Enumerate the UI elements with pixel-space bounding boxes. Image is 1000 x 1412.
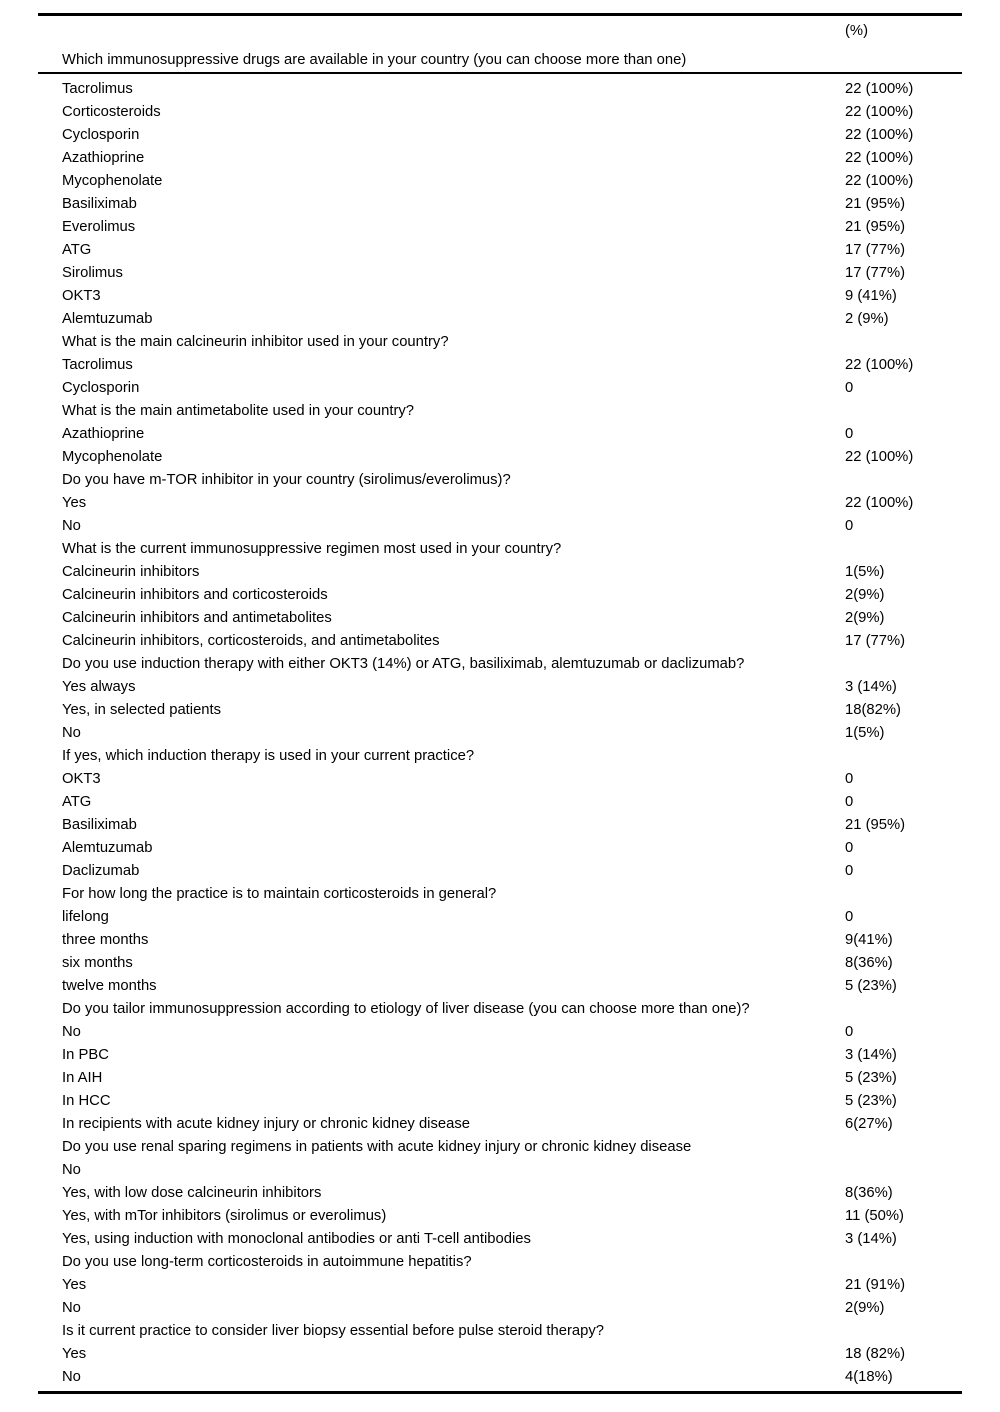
row-value: 3 (14%)	[845, 1046, 897, 1063]
table-row	[38, 836, 962, 859]
row-label: Yes, with mTor inhibitors (sirolimus or everolimus)	[62, 1207, 387, 1224]
row-label: What is the main calcineurin inhibitor used in your country?	[62, 333, 449, 350]
table-row	[38, 1181, 962, 1204]
row-value: 21 (91%)	[845, 1276, 906, 1293]
row-value: 0	[845, 517, 854, 534]
row-label: Azathioprine	[62, 425, 145, 442]
row-label: OKT3	[62, 770, 101, 787]
row-label: What is the current immunosuppressive regimen most used in your country?	[62, 540, 562, 557]
row-label: Tacrolimus	[62, 356, 133, 373]
table-row	[38, 560, 962, 583]
row-label: Yes	[62, 494, 87, 511]
row-value: 0	[845, 908, 854, 925]
row-value: 17 (77%)	[845, 264, 906, 281]
row-value: 21 (95%)	[845, 195, 906, 212]
row-label: In HCC	[62, 1092, 111, 1109]
row-label: Calcineurin inhibitors and antimetabolites	[62, 609, 332, 626]
first-question-header-row	[38, 46, 962, 74]
table-row	[38, 1066, 962, 1089]
table-row	[38, 307, 962, 330]
row-label: No	[62, 517, 81, 534]
table-row	[38, 606, 962, 629]
table-row	[38, 1365, 962, 1388]
row-label: Do you use long-term corticosteroids in autoimmune hepatitis?	[62, 1253, 472, 1270]
row-value: 5 (23%)	[845, 1069, 897, 1086]
row-value: 6(27%)	[845, 1115, 893, 1132]
row-value: 8(36%)	[845, 1184, 893, 1201]
question-row	[38, 1319, 962, 1342]
row-label: Cyclosporin	[62, 379, 140, 396]
table-row	[38, 215, 962, 238]
table-body	[38, 74, 962, 1391]
row-value: 22 (100%)	[845, 356, 914, 373]
table-row	[38, 721, 962, 744]
question-row	[38, 399, 962, 422]
row-label: Yes, with low dose calcineurin inhibitors	[62, 1184, 322, 1201]
table-row	[38, 238, 962, 261]
percent-column-header: (%)	[845, 23, 869, 39]
row-label: ATG	[62, 241, 92, 258]
row-value: 0	[845, 862, 854, 879]
row-value: 11 (50%)	[845, 1207, 904, 1224]
row-value: 3 (14%)	[845, 1230, 897, 1247]
row-label: Cyclosporin	[62, 126, 140, 143]
table-row	[38, 767, 962, 790]
row-value: 2 (9%)	[845, 310, 889, 327]
row-label: In PBC	[62, 1046, 109, 1063]
row-value: 0	[845, 379, 854, 396]
row-value: 22 (100%)	[845, 103, 914, 120]
row-label: six months	[62, 954, 133, 971]
row-value: 22 (100%)	[845, 126, 914, 143]
row-value: 22 (100%)	[845, 172, 914, 189]
table-row	[38, 261, 962, 284]
row-label: Do you use renal sparing regimens in patients with acute kidney injury or chronic kidney disease	[62, 1138, 692, 1155]
first-question-label: Which immunosuppressive drugs are available in your country (you can choose more than one)	[62, 52, 687, 68]
row-label: No	[62, 724, 81, 741]
row-value: 8(36%)	[845, 954, 893, 971]
question-row	[38, 882, 962, 905]
row-label: Calcineurin inhibitors	[62, 563, 200, 580]
table-row	[38, 1158, 962, 1181]
row-label: Do you tailor immunosuppression according to etiology of liver disease (you can choose more than one)?	[62, 1000, 750, 1017]
row-label: Calcineurin inhibitors and corticosteroids	[62, 586, 328, 603]
table-row	[38, 1342, 962, 1365]
row-value: 1(5%)	[845, 563, 885, 580]
row-label: What is the main antimetabolite used in your country?	[62, 402, 415, 419]
table-row	[38, 951, 962, 974]
row-value: 18 (82%)	[845, 1345, 906, 1362]
table-row	[38, 284, 962, 307]
row-label: No	[62, 1299, 81, 1316]
row-label: Tacrolimus	[62, 80, 133, 97]
row-label: three months	[62, 931, 149, 948]
table-row	[38, 1020, 962, 1043]
row-value: 22 (100%)	[845, 149, 914, 166]
row-label: If yes, which induction therapy is used in your current practice?	[62, 747, 475, 764]
row-value: 0	[845, 839, 854, 856]
table-row	[38, 905, 962, 928]
row-value: 17 (77%)	[845, 241, 906, 258]
table-row	[38, 790, 962, 813]
row-label: Yes, using induction with monoclonal antibodies or anti T-cell antibodies	[62, 1230, 531, 1247]
table-row	[38, 629, 962, 652]
table-row	[38, 813, 962, 836]
row-label: Alemtuzumab	[62, 310, 153, 327]
table-row	[38, 514, 962, 537]
row-value: 22 (100%)	[845, 448, 914, 465]
question-row	[38, 997, 962, 1020]
row-label: lifelong	[62, 908, 109, 925]
table-row	[38, 353, 962, 376]
row-value: 21 (95%)	[845, 218, 906, 235]
table-row	[38, 77, 962, 100]
percent-header-row	[38, 16, 962, 46]
row-label: Do you use induction therapy with either OKT3 (14%) or ATG, basiliximab, alemtuzumab or daclizumab?	[62, 655, 745, 672]
question-row	[38, 1250, 962, 1273]
table-row	[38, 422, 962, 445]
table-row	[38, 859, 962, 882]
table-row	[38, 1043, 962, 1066]
row-value: 0	[845, 793, 854, 810]
row-label: Yes	[62, 1345, 87, 1362]
row-label: No	[62, 1161, 81, 1178]
row-label: Corticosteroids	[62, 103, 161, 120]
table-row	[38, 146, 962, 169]
row-label: Calcineurin inhibitors, corticosteroids, and antimetabolites	[62, 632, 440, 649]
table-row	[38, 376, 962, 399]
row-label: Mycophenolate	[62, 448, 163, 465]
row-value: 18(82%)	[845, 701, 901, 718]
row-value: 5 (23%)	[845, 977, 897, 994]
row-value: 9(41%)	[845, 931, 893, 948]
table-row	[38, 675, 962, 698]
row-label: Yes always	[62, 678, 136, 695]
row-value: 22 (100%)	[845, 494, 914, 511]
row-label: No	[62, 1023, 81, 1040]
row-value: 17 (77%)	[845, 632, 906, 649]
row-value: 2(9%)	[845, 586, 885, 603]
row-value: 4(18%)	[845, 1368, 893, 1385]
row-value: 3 (14%)	[845, 678, 897, 695]
row-value: 0	[845, 770, 854, 787]
row-label: Basiliximab	[62, 816, 137, 833]
row-value: 22 (100%)	[845, 80, 914, 97]
table-row	[38, 100, 962, 123]
table-row	[38, 1089, 962, 1112]
survey-results-table	[38, 13, 962, 1394]
question-row	[38, 537, 962, 560]
row-label: In AIH	[62, 1069, 103, 1086]
table-row	[38, 1227, 962, 1250]
question-row	[38, 468, 962, 491]
row-value: 21 (95%)	[845, 816, 906, 833]
table-row	[38, 491, 962, 514]
row-value: 1(5%)	[845, 724, 885, 741]
row-label: For how long the practice is to maintain corticosteroids in general?	[62, 885, 497, 902]
row-label: twelve months	[62, 977, 157, 994]
table-row	[38, 1296, 962, 1319]
row-value: 0	[845, 1023, 854, 1040]
row-value: 2(9%)	[845, 1299, 885, 1316]
question-row	[38, 652, 962, 675]
table-row	[38, 974, 962, 997]
table-row	[38, 583, 962, 606]
question-row	[38, 1135, 962, 1158]
row-label: Everolimus	[62, 218, 136, 235]
row-label: ATG	[62, 793, 92, 810]
table-row	[38, 1204, 962, 1227]
row-label: Daclizumab	[62, 862, 140, 879]
row-value: 2(9%)	[845, 609, 885, 626]
row-value: 9 (41%)	[845, 287, 897, 304]
table-row	[38, 445, 962, 468]
table-row	[38, 1273, 962, 1296]
row-label: Basiliximab	[62, 195, 137, 212]
table-row	[38, 192, 962, 215]
table-row	[38, 698, 962, 721]
row-label: OKT3	[62, 287, 101, 304]
table-row	[38, 123, 962, 146]
row-value: 5 (23%)	[845, 1092, 897, 1109]
table-header	[38, 16, 962, 74]
table-row	[38, 169, 962, 192]
table-row	[38, 1112, 962, 1135]
row-label: Sirolimus	[62, 264, 123, 281]
question-row	[38, 744, 962, 767]
row-label: Azathioprine	[62, 149, 145, 166]
row-label: Do you have m-TOR inhibitor in your country (sirolimus/everolimus)?	[62, 471, 511, 488]
row-value: 0	[845, 425, 854, 442]
row-label: Alemtuzumab	[62, 839, 153, 856]
row-label: In recipients with acute kidney injury or chronic kidney disease	[62, 1115, 470, 1132]
row-label: No	[62, 1368, 81, 1385]
row-label: Mycophenolate	[62, 172, 163, 189]
table-row	[38, 928, 962, 951]
row-label: Yes, in selected patients	[62, 701, 222, 718]
question-row	[38, 330, 962, 353]
row-label: Yes	[62, 1276, 87, 1293]
row-label: Is it current practice to consider liver biopsy essential before pulse steroid therapy?	[62, 1322, 605, 1339]
